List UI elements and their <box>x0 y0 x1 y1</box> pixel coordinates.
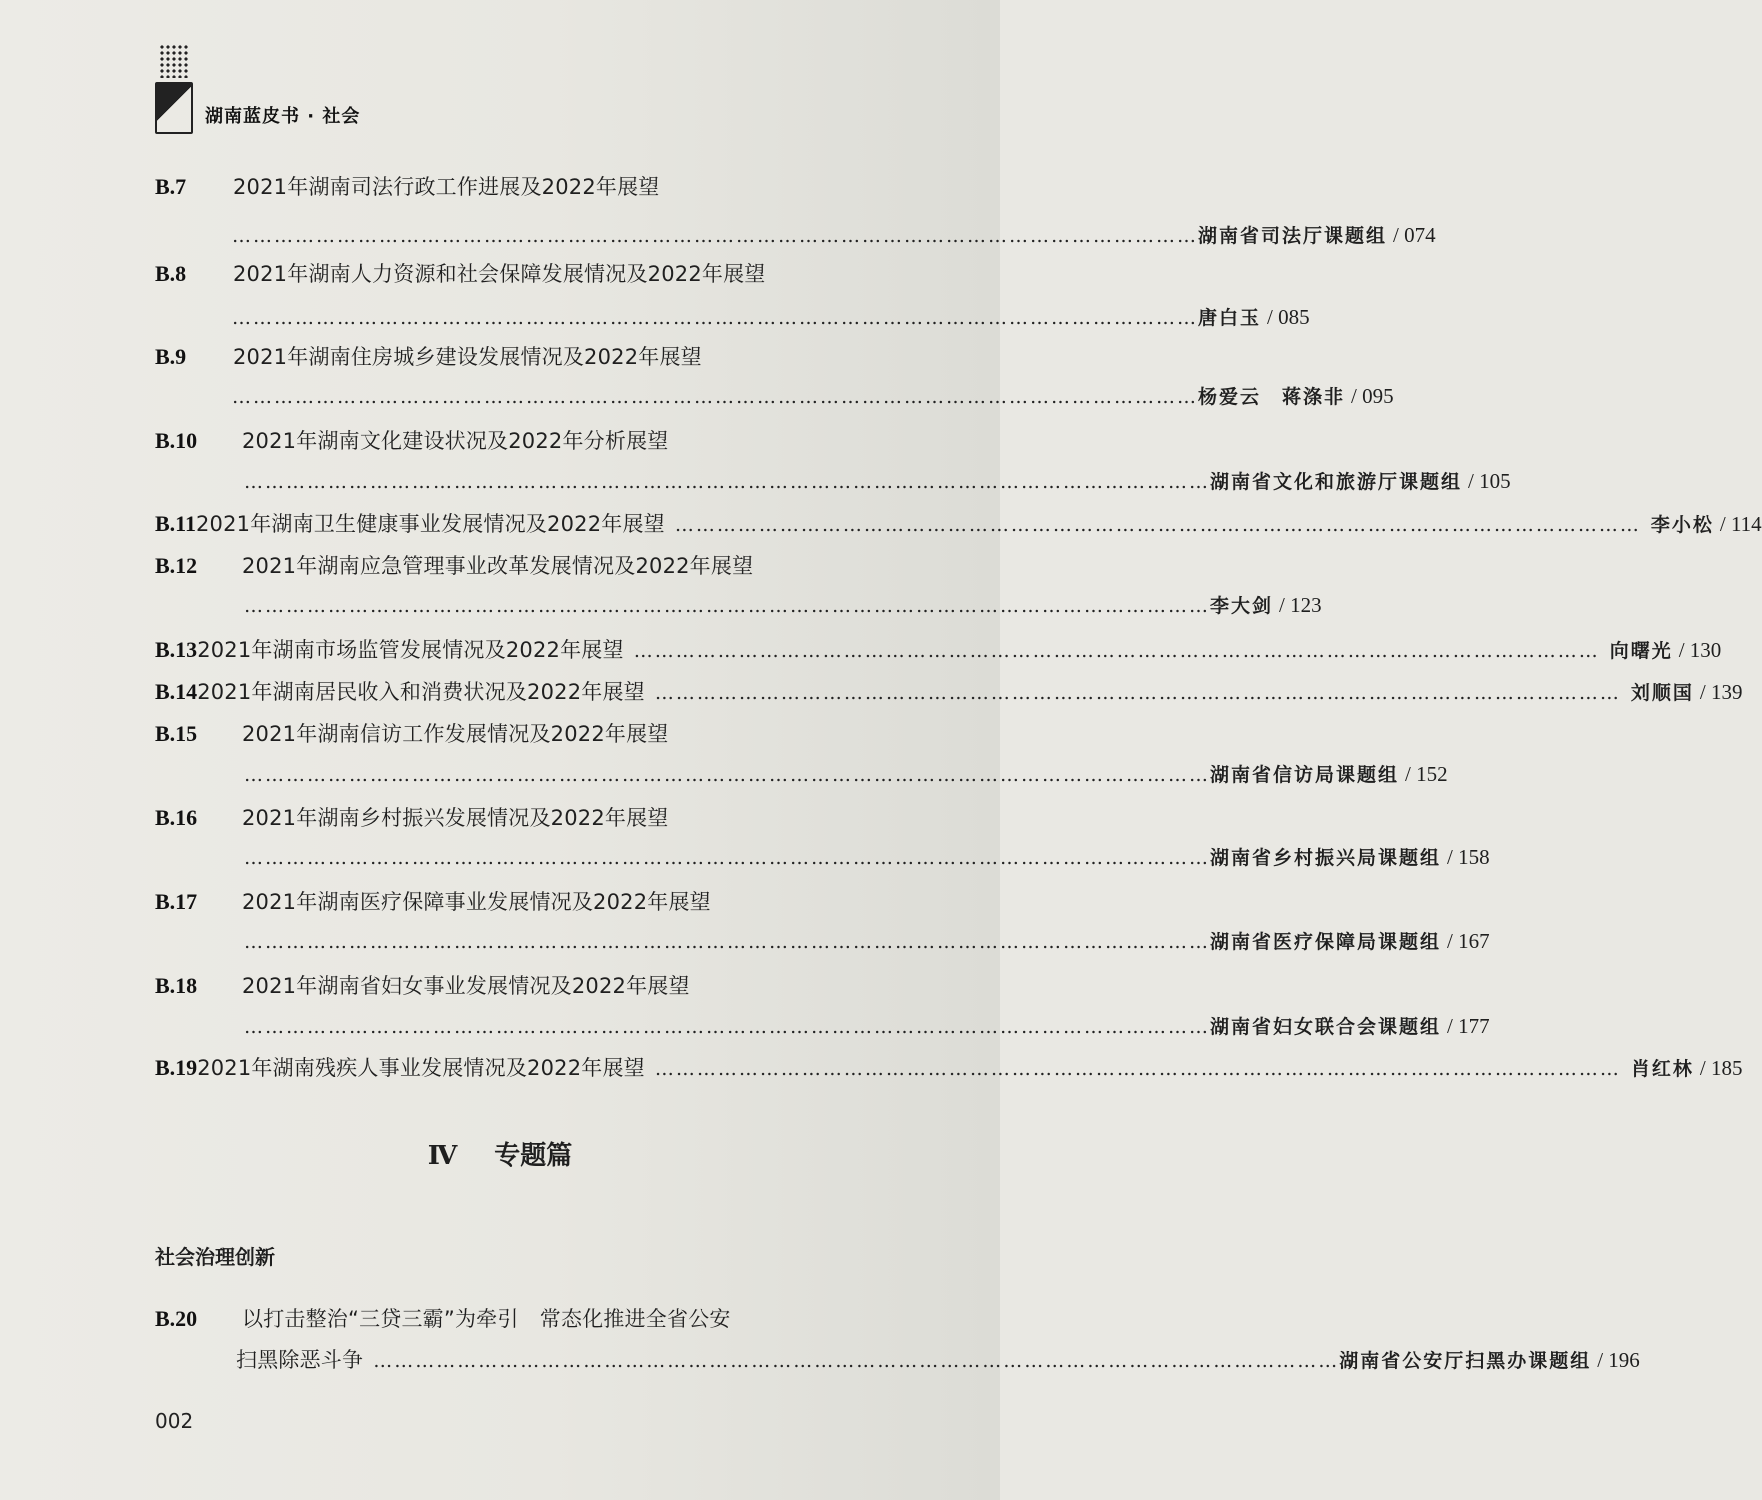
entry-code: B.10 <box>155 428 198 453</box>
entry-title-line-1: 以打击整治“三贷三霸”为牵引 常态化推进全省公安 <box>242 1307 731 1331</box>
section-heading <box>0 1135 1000 1172</box>
entry-title: 2021年湖南人力资源和社会保障发展情况及2022年展望 <box>233 262 766 286</box>
entry-author: 唐白玉 <box>1198 307 1262 329</box>
entry-page: / 130 <box>1678 638 1722 662</box>
entry-code: B.9 <box>155 344 187 369</box>
toc-entry-b8-title-line <box>155 258 766 288</box>
leader-dots: ………………………………………………………………………………………………………………………… <box>373 1350 1340 1372</box>
logo-dot-pattern <box>159 44 189 78</box>
toc-entry-b10-leader-line <box>244 467 1511 494</box>
toc-entry-b17-leader-line <box>244 927 1490 954</box>
header-title: 湖南蓝皮书 · 社会 <box>205 106 361 127</box>
entry-author: 湖南省司法厅课题组 <box>1198 225 1388 247</box>
entry-page: / 123 <box>1279 593 1322 617</box>
entry-page: / 177 <box>1447 1014 1490 1038</box>
entry-title: 2021年湖南住房城乡建设发展情况及2022年展望 <box>233 345 702 369</box>
toc-entry-b15-leader-line <box>244 760 1448 787</box>
entry-code: B.16 <box>155 805 198 830</box>
entry-title: 2021年湖南卫生健康事业发展情况及2022年展望 <box>195 512 665 536</box>
entry-author: 向曙光 <box>1609 640 1673 662</box>
toc-entry-b9-title-line <box>155 341 702 371</box>
entry-author: 杨爱云 蒋涤非 <box>1198 386 1346 408</box>
entry-title: 2021年湖南市场监管发展情况及2022年展望 <box>197 638 624 662</box>
leader-dots: ………………………………………………………………………………………………………………………… <box>244 931 1210 953</box>
entry-author: 湖南省医疗保障局课题组 <box>1210 931 1442 953</box>
toc-entry-b17-title-line <box>155 886 711 916</box>
blue-book-logo-icon <box>155 44 195 132</box>
subsection-title: 社会治理创新 <box>155 1245 275 1269</box>
entry-title: 2021年湖南信访工作发展情况及2022年展望 <box>242 722 669 746</box>
page-header <box>155 44 360 132</box>
logo-book-icon <box>155 82 193 134</box>
entry-code: B.15 <box>155 721 198 746</box>
entry-author: 湖南省文化和旅游厅课题组 <box>1210 471 1463 493</box>
toc-entry-b18-title-line <box>155 970 690 1000</box>
entry-title: 2021年湖南文化建设状况及2022年分析展望 <box>242 429 669 453</box>
entry-author: 湖南省公安厅扫黑办课题组 <box>1339 1350 1592 1372</box>
leader-dots: ………………………………………………………………………………………………………………………… <box>654 682 1621 704</box>
entry-title: 2021年湖南居民收入和消费状况及2022年展望 <box>197 680 645 704</box>
entry-author: 湖南省乡村振兴局课题组 <box>1210 847 1442 869</box>
leader-dots: ………………………………………………………………………………………………………………………… <box>244 847 1210 869</box>
entry-code: B.13 <box>155 637 198 662</box>
leader-dots: ………………………………………………………………………………………………………………………… <box>232 307 1198 329</box>
entry-code: B.17 <box>155 889 198 914</box>
toc-entry-b20-leader-line <box>236 1344 1640 1374</box>
entry-page: / 158 <box>1447 845 1490 869</box>
entry-page: / 152 <box>1405 762 1448 786</box>
entry-code: B.12 <box>155 553 198 578</box>
leader-dots: ………………………………………………………………………………………………………………………… <box>654 1058 1621 1080</box>
entry-code: B.20 <box>155 1306 198 1331</box>
toc-entry-b16-leader-line <box>244 843 1490 870</box>
page-number: 002 <box>155 1409 194 1433</box>
toc-entry-b9-leader-line <box>232 382 1394 409</box>
entry-code: B.19 <box>155 1055 198 1080</box>
entry-page: / 074 <box>1393 223 1436 247</box>
entry-page: / 085 <box>1267 305 1310 329</box>
entry-page: / 167 <box>1447 929 1490 953</box>
toc-entry-b12-title-line <box>155 550 753 580</box>
entry-page: / 196 <box>1597 1348 1640 1372</box>
leader-dots: ………………………………………………………………………………………………………………………… <box>244 595 1210 617</box>
entry-author: 肖红林 <box>1630 1058 1694 1080</box>
toc-entry-b13-line <box>155 634 1722 664</box>
toc-entry-b8-leader-line <box>232 303 1310 330</box>
leader-dots: ………………………………………………………………………………………………………………………… <box>232 386 1198 408</box>
entry-title: 2021年湖南应急管理事业改革发展情况及2022年展望 <box>242 554 754 578</box>
entry-author: 李大剑 <box>1210 595 1274 617</box>
entry-title: 2021年湖南乡村振兴发展情况及2022年展望 <box>242 806 669 830</box>
entry-code: B.8 <box>155 261 187 286</box>
entry-author: 刘顺国 <box>1630 682 1694 704</box>
entry-title: 2021年湖南省妇女事业发展情况及2022年展望 <box>242 974 690 998</box>
toc-entry-b18-leader-line <box>244 1012 1490 1039</box>
entry-code: B.18 <box>155 973 198 998</box>
entry-page: / 095 <box>1351 384 1394 408</box>
leader-dots: ………………………………………………………………………………………………………………………… <box>244 764 1210 786</box>
entry-page: / 114 <box>1719 512 1762 536</box>
entry-page: / 185 <box>1699 1056 1743 1080</box>
entry-title: 2021年湖南残疾人事业发展情况及2022年展望 <box>197 1056 645 1080</box>
leader-dots: ………………………………………………………………………………………………………………………… <box>674 514 1641 536</box>
entry-page: / 105 <box>1468 469 1511 493</box>
leader-dots: ………………………………………………………………………………………………………………………… <box>244 471 1210 493</box>
entry-page: / 139 <box>1699 680 1743 704</box>
entry-title-line-2: 扫黑除恶斗争 <box>236 1348 364 1372</box>
entry-author: 湖南省妇女联合会课题组 <box>1210 1016 1442 1038</box>
toc-entry-b11-line <box>155 508 1762 538</box>
entry-code: B.7 <box>155 174 187 199</box>
leader-dots: ………………………………………………………………………………………………………………………… <box>633 640 1600 662</box>
toc-entry-b12-leader-line <box>244 591 1322 618</box>
entry-code: B.14 <box>155 679 198 704</box>
leader-dots: ………………………………………………………………………………………………………………………… <box>244 1016 1210 1038</box>
toc-entry-b7-leader-line <box>232 221 1436 248</box>
toc-entry-b7-title-line <box>155 171 660 201</box>
toc-entry-b19-line <box>155 1052 1743 1082</box>
entry-code: B.11 <box>155 511 196 536</box>
toc-entry-b10-title-line <box>155 425 669 455</box>
section-roman-numeral: Ⅳ <box>427 1141 458 1171</box>
entry-title: 2021年湖南医疗保障事业发展情况及2022年展望 <box>242 890 711 914</box>
toc-entry-b20-title-line <box>155 1303 731 1333</box>
entry-author: 李小松 <box>1650 514 1714 536</box>
toc-entry-b14-line <box>155 676 1743 706</box>
section-title: 专题篇 <box>494 1141 573 1171</box>
entry-author: 湖南省信访局课题组 <box>1210 764 1400 786</box>
leader-dots: ………………………………………………………………………………………………………………………… <box>232 225 1198 247</box>
toc-entry-b15-title-line <box>155 718 669 748</box>
entry-title: 2021年湖南司法行政工作进展及2022年展望 <box>233 175 660 199</box>
toc-entry-b16-title-line <box>155 802 669 832</box>
